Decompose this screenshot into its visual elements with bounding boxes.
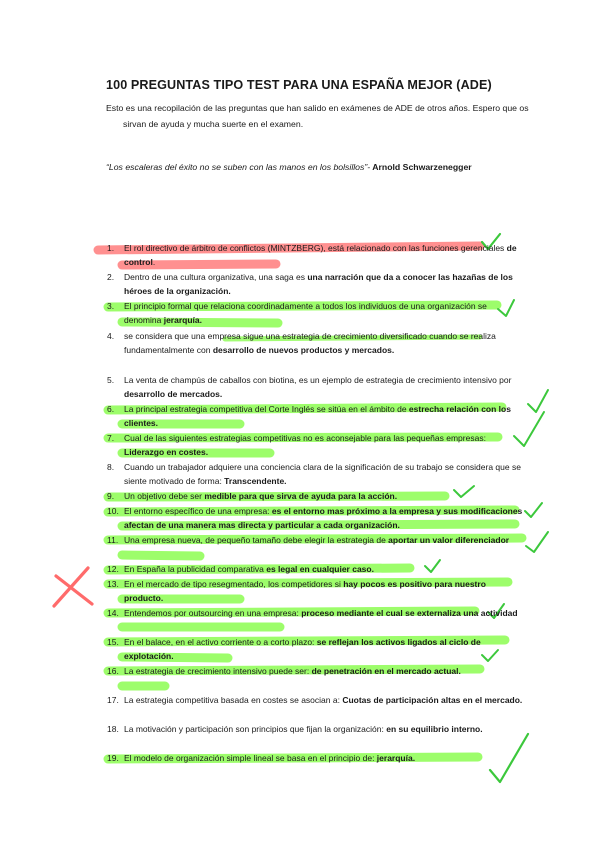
item-text: La estrategia competitiva basada en costes se asocian a: Cuotas de participación altas en el mercado. — [124, 695, 523, 705]
item-text: Cuando un trabajador adquiere una conciencia clara de la significación de su trabajo se considera que se siente motivado de forma: Transcendente. — [124, 462, 521, 487]
item-text: En el balace, en el activo corriente o a corto plazo: se reflejan los activos ligados al ciclo de explotación. — [124, 637, 481, 662]
item-number: 1. — [107, 243, 115, 253]
item-number: 12. — [107, 564, 119, 574]
item-text: El principio formal que relaciona coordinadamente a todos los individuos de una organización se denomina jerarquía. — [124, 301, 487, 326]
item-number: 19. — [107, 753, 119, 763]
item-number: 5. — [107, 375, 115, 385]
item-number: 10. — [107, 506, 119, 516]
item-text: Una empresa nueva, de pequeño tamaño debe elegir la estrategia de aportar un valor diferenciador — [124, 535, 510, 545]
item-number: 4. — [107, 331, 115, 341]
item-text: Entendemos por outsourcing en una empresa: proceso mediante el cual se externaliza una actividad — [124, 608, 518, 618]
quote-author: Arnold Schwarzenegger — [370, 162, 472, 172]
item-text: Un objetivo debe ser medible para que sirva de ayuda para la acción. — [124, 491, 398, 501]
item-number: 9. — [107, 491, 115, 501]
item-text: La estrategia de crecimiento intensivo puede ser: de penetración en el mercado actual. — [124, 666, 461, 676]
item-text: El entorno específico de una empresa: es el entorno mas próximo a la empresa y sus modificaciones afectan de una manera mas directa y particular a cada organización. — [124, 506, 523, 531]
item-text: La motivación y participación son principios que fijan la organización: en su equilibrio interno. — [124, 724, 483, 734]
item-number: 15. — [107, 637, 119, 647]
intro-paragraph: Esto es una recopilación de las preguntas que han salido en exámenes de ADE de otros años. Espero que os sirvan de ayuda y mucha suerte en el examen. — [106, 103, 529, 129]
quote-text: “Los escaleras del éxito no se suben con las manos en los bolsillos”- — [106, 162, 371, 172]
item-text: El rol directivo de árbitro de conflictos (MINTZBERG), está relacionado con las funciones gerenciales de control. — [124, 243, 517, 268]
item-number: 7. — [107, 433, 115, 443]
item-text: En España la publicidad comparativa es legal en cualquier caso. — [124, 564, 374, 574]
page-title: 100 PREGUNTAS TIPO TEST PARA UNA ESPAÑA MEJOR (ADE) — [106, 78, 492, 92]
item-number: 11. — [107, 535, 119, 545]
item-text: La principal estrategia competitiva del Corte Inglés se sitúa en el ámbito de estrecha relación con los clientes. — [124, 404, 511, 429]
item-text: se considera que una empresa sigue una estrategia de crecimiento diversificado cuando se realiza fundamentalmente con desarrollo de nuevos productos y mercados. — [124, 331, 496, 356]
item-number: 3. — [107, 301, 115, 311]
item-number: 18. — [107, 724, 119, 734]
item-number: 14. — [107, 608, 119, 618]
item-number: 8. — [107, 462, 115, 472]
item-number: 17. — [107, 695, 119, 705]
item-text: La venta de champús de caballos con biotina, es un ejemplo de estrategia de crecimiento intensivo por desarrollo de mercados. — [124, 375, 512, 400]
item-text: Dentro de una cultura organizativa, una saga es una narración que da a conocer las hazañas de los héroes de la organización. — [124, 272, 513, 297]
item-text: En el mercado de tipo resegmentado, los competidores si hay pocos es positivo para nuestro producto. — [124, 579, 486, 604]
item-number: 13. — [107, 579, 119, 589]
item-text: El modelo de organización simple lineal se basa en el principio de: jerarquía. — [124, 753, 416, 763]
item-number: 16. — [107, 666, 119, 676]
item-number: 2. — [107, 272, 115, 282]
item-number: 6. — [107, 404, 115, 414]
item-text: Cual de las siguientes estrategias competitivas no es aconsejable para las pequeñas empresas: Liderazgo en costes. — [124, 433, 486, 458]
